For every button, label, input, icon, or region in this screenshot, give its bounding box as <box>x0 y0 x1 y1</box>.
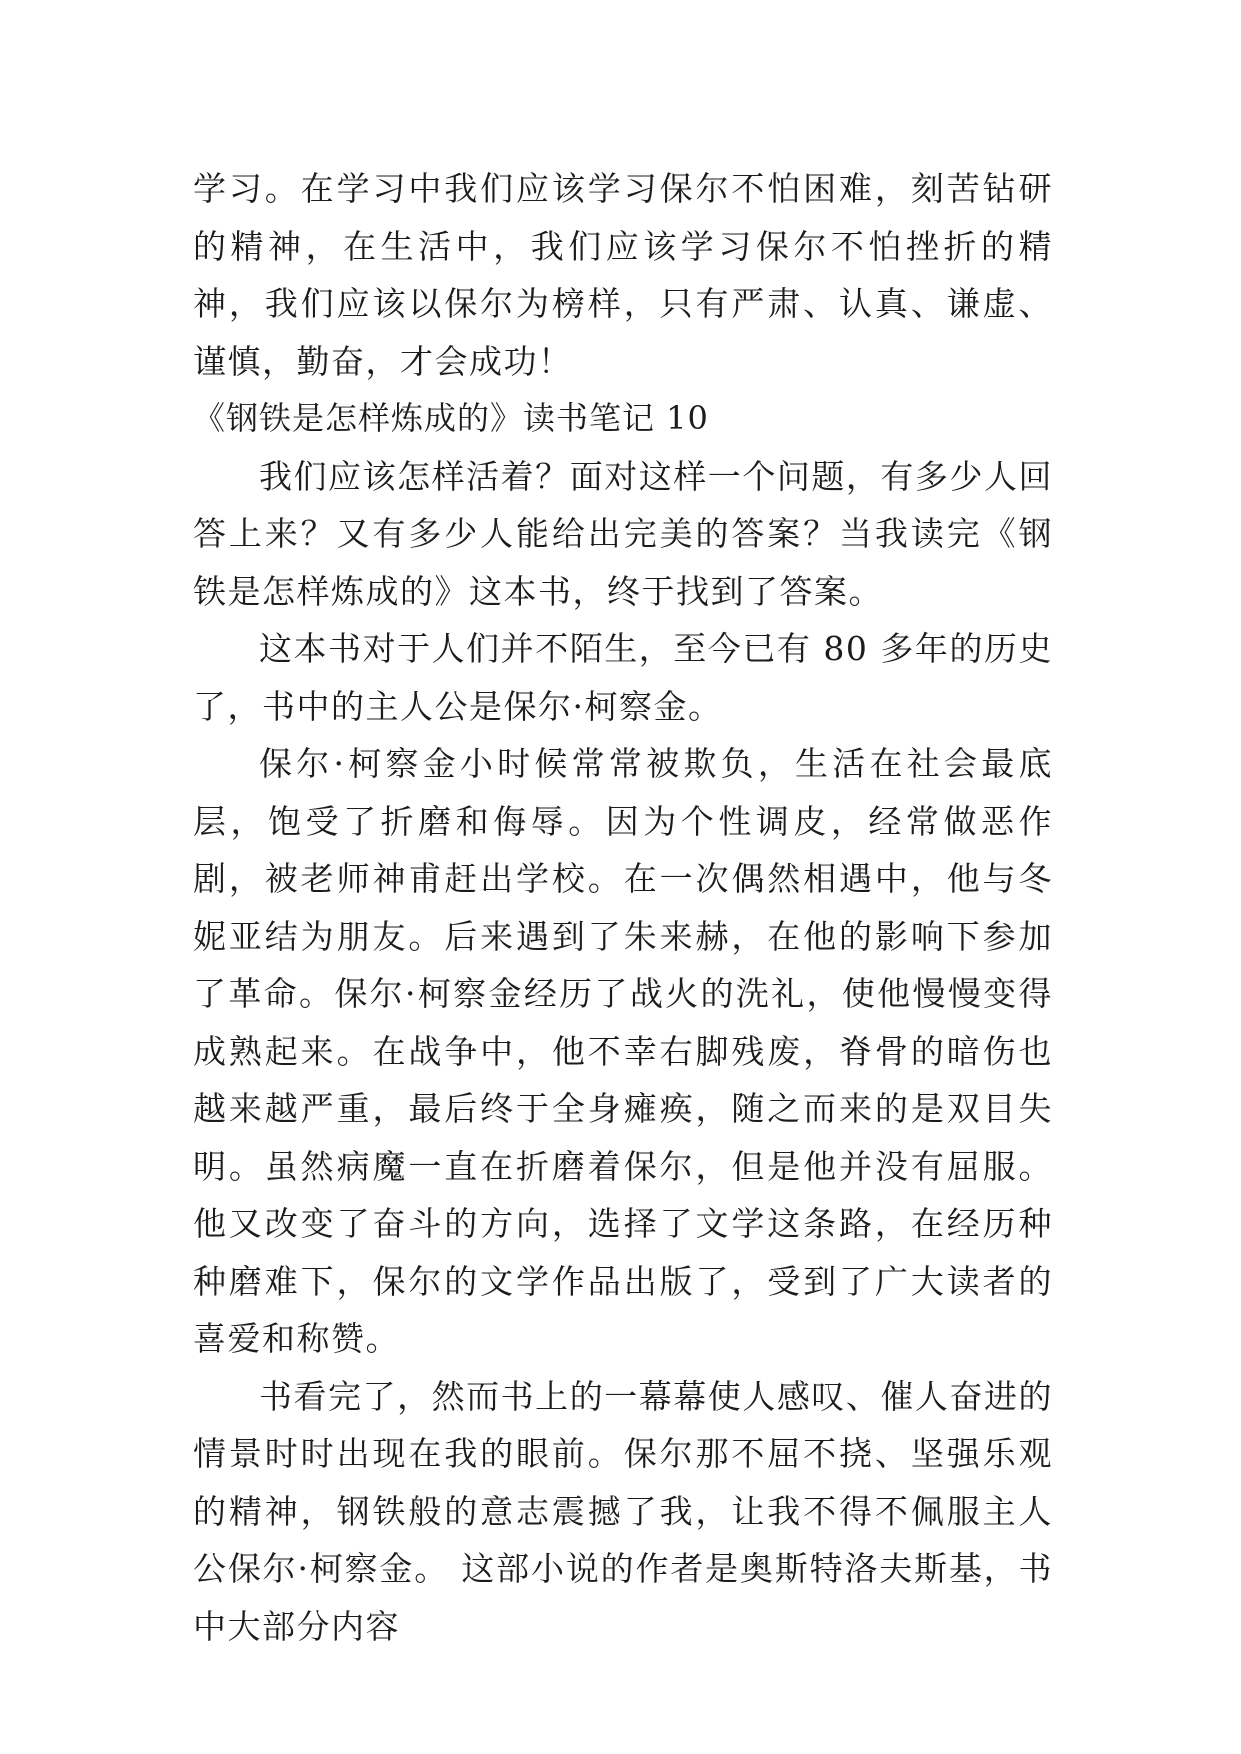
body-paragraph: 这本书对于人们并不陌生，至今已有 80 多年的历史了，书中的主人公是保尔·柯察金。 <box>193 629 1053 726</box>
body-paragraph: 保尔·柯察金小时候常常被欺负，生活在社会最底层，饱受了折磨和侮辱。因为个性调皮，经常做恶作剧，被老师神甫赶出学校。在一次偶然相遇中，他与冬妮亚结为朋友。后来遇到了朱来赫，在他的影响下参加了革命。保尔·柯察金经历了战火的洗礼，使他慢慢变得成熟起来。在战争中，他不幸右脚残废，脊骨的暗伤也越来越严重，最后终于全身瘫痪，随之而来的是双目失明。虽然病魔一直在折磨着保尔，但是他并没有屈服。他又改变了奋斗的方向，选择了文学这条路，在经历种种磨难下，保尔的文学作品出版了，受到了广大读者的喜爱和称赞。 <box>193 744 1053 1358</box>
continuation-paragraph: 学习。在学习中我们应该学习保尔不怕困难，刻苦钻研的精神，在生活中，我们应该学习保尔不怕挫折的精神，我们应该以保尔为榜样，只有严肃、认真、谦虚、谨慎，勤奋，才会成功！ <box>193 169 1053 381</box>
section-heading: 《钢铁是怎样炼成的》读书笔记 10 <box>193 399 709 437</box>
body-paragraph: 我们应该怎样活着？面对这样一个问题，有多少人回答上来？又有多少人能给出完美的答案？当我读完《钢铁是怎样炼成的》这本书，终于找到了答案。 <box>193 456 1053 611</box>
body-paragraph: 书看完了，然而书上的一幕幕使人感叹、催人奋进的情景时时出现在我的眼前。保尔那不屈不挠、坚强乐观的精神，钢铁般的意志震撼了我，让我不得不佩服主人公保尔·柯察金。 这部小说的作者是奥斯特洛夫斯基，书中大部分内容 <box>193 1376 1053 1646</box>
document-body <box>193 160 1053 1655</box>
